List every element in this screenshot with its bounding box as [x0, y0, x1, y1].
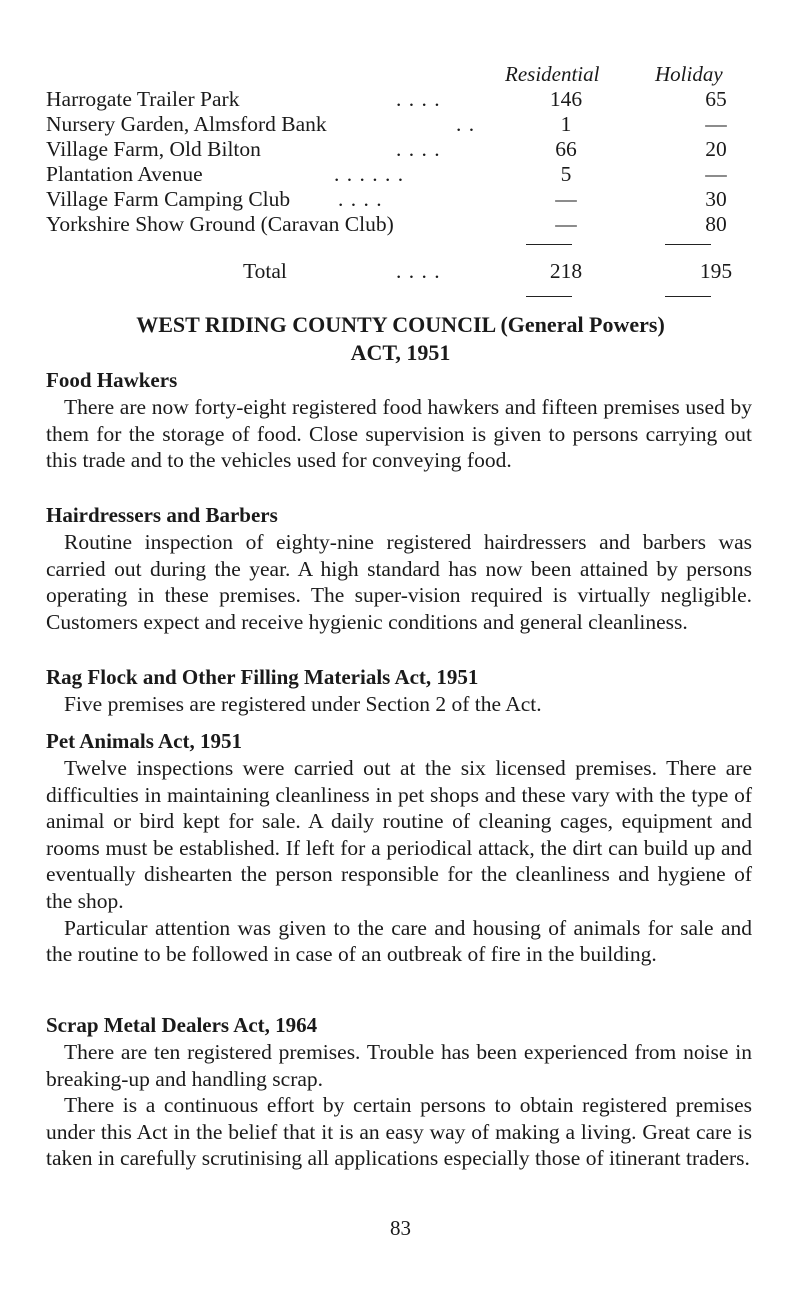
- section-heading: Scrap Metal Dealers Act, 1964: [46, 1013, 318, 1037]
- residential-value: 5: [560, 162, 572, 186]
- holiday-value: 30: [705, 187, 727, 211]
- page-number: 83: [390, 1216, 411, 1240]
- section-paragraph: There are ten registered premises. Trouble has been experienced from noise in breaking-up and handling scrap.: [46, 1040, 752, 1091]
- holiday-value: 20: [705, 137, 727, 161]
- leader-dots: . . . .: [396, 259, 441, 283]
- residential-value: 66: [555, 137, 577, 161]
- table-row: [46, 187, 746, 212]
- leader-dots: . . . .: [396, 137, 441, 161]
- residential-value: 146: [549, 87, 583, 111]
- section-paragraph: There is a continuous effort by certain persons to obtain registered premises under this Act in the belief that it is an easy way of making a living. Great care is taken in carefully scrutinising all applications especially those of itinerant traders.: [46, 1093, 752, 1171]
- main-heading-line-1: WEST RIDING COUNTY COUNCIL (General Powers): [136, 312, 665, 337]
- section-heading: Food Hawkers: [46, 368, 178, 392]
- site-name: Village Farm, Old Bilton: [46, 137, 261, 161]
- section-rag-flock: [46, 664, 752, 718]
- total-rule-residential: [526, 244, 572, 245]
- site-name: Yorkshire Show Ground (Caravan Club): [46, 212, 394, 236]
- total-holiday: 195: [699, 259, 733, 283]
- section-paragraph: Twelve inspections were carried out at the six licensed premises. There are difficulties in maintaining cleanliness in pet shops and these vary with the type of animal or bird kept for sale. A daily routine of cleaning cages, equipment and rooms must be established. If left for a periodical attack, the dirt can build up and eventually dishearten the person responsible for the cleanliness and hygiene of the shop.: [46, 756, 752, 913]
- section-heading: Pet Animals Act, 1951: [46, 729, 242, 753]
- leader-dots: . .: [456, 112, 476, 136]
- section-paragraph: There are now forty-eight registered food hawkers and fifteen premises used by them for the storage of food. Close supervision is given to persons carrying out this trade and to the vehicles used for conveying food.: [46, 395, 752, 473]
- section-heading: Hairdressers and Barbers: [46, 503, 278, 527]
- total-underline-residential: [526, 296, 572, 297]
- holiday-value: —: [705, 162, 727, 186]
- total-rule-holiday: [665, 244, 711, 245]
- column-header-holiday: Holiday: [655, 62, 723, 86]
- section-heading: Rag Flock and Other Filling Materials Act, 1951: [46, 665, 479, 689]
- site-name: Nursery Garden, Almsford Bank: [46, 112, 327, 136]
- leader-dots: . . . .: [338, 187, 383, 211]
- total-residential: 218: [549, 259, 583, 283]
- holiday-value: 80: [705, 212, 727, 236]
- site-name: Harrogate Trailer Park: [46, 87, 240, 111]
- residential-value: 1: [560, 112, 572, 136]
- leader-dots: . . . .: [396, 87, 441, 111]
- total-underline-holiday: [665, 296, 711, 297]
- site-name: Village Farm Camping Club: [46, 187, 291, 211]
- column-header-residential: Residential: [505, 62, 600, 86]
- residential-value: —: [555, 187, 577, 211]
- table-row: [46, 137, 746, 162]
- section-hairdressers: [46, 502, 752, 635]
- section-scrap-metal: [46, 1012, 752, 1172]
- total-label: Total: [243, 259, 287, 283]
- section-paragraph: Particular attention was given to the care and housing of animals for sale and the routine to be followed in case of an outbreak of fire in the building.: [46, 915, 752, 967]
- site-name: Plantation Avenue: [46, 162, 203, 186]
- holiday-value: —: [705, 112, 727, 136]
- section-food-hawkers: [46, 367, 752, 474]
- table-row: [46, 212, 746, 237]
- table-row: [46, 162, 746, 187]
- main-heading-line-2: ACT, 1951: [350, 340, 451, 365]
- section-paragraph: Five premises are registered under Section 2 of the Act.: [64, 692, 542, 716]
- table-row: [46, 87, 746, 112]
- section-pet-animals: [46, 728, 752, 968]
- table-row: [46, 112, 746, 137]
- section-paragraph: Routine inspection of eighty-nine registered hairdressers and barbers was carried out during the year. A high standard has now been attained by persons operating in these premises. The super-vision required is virtually negligible. Customers expect and receive hygienic conditions and general cleanliness.: [46, 530, 752, 634]
- leader-dots: . . . . . .: [334, 162, 405, 186]
- residential-value: —: [555, 212, 577, 236]
- holiday-value: 65: [705, 87, 727, 111]
- total-row: [46, 259, 746, 284]
